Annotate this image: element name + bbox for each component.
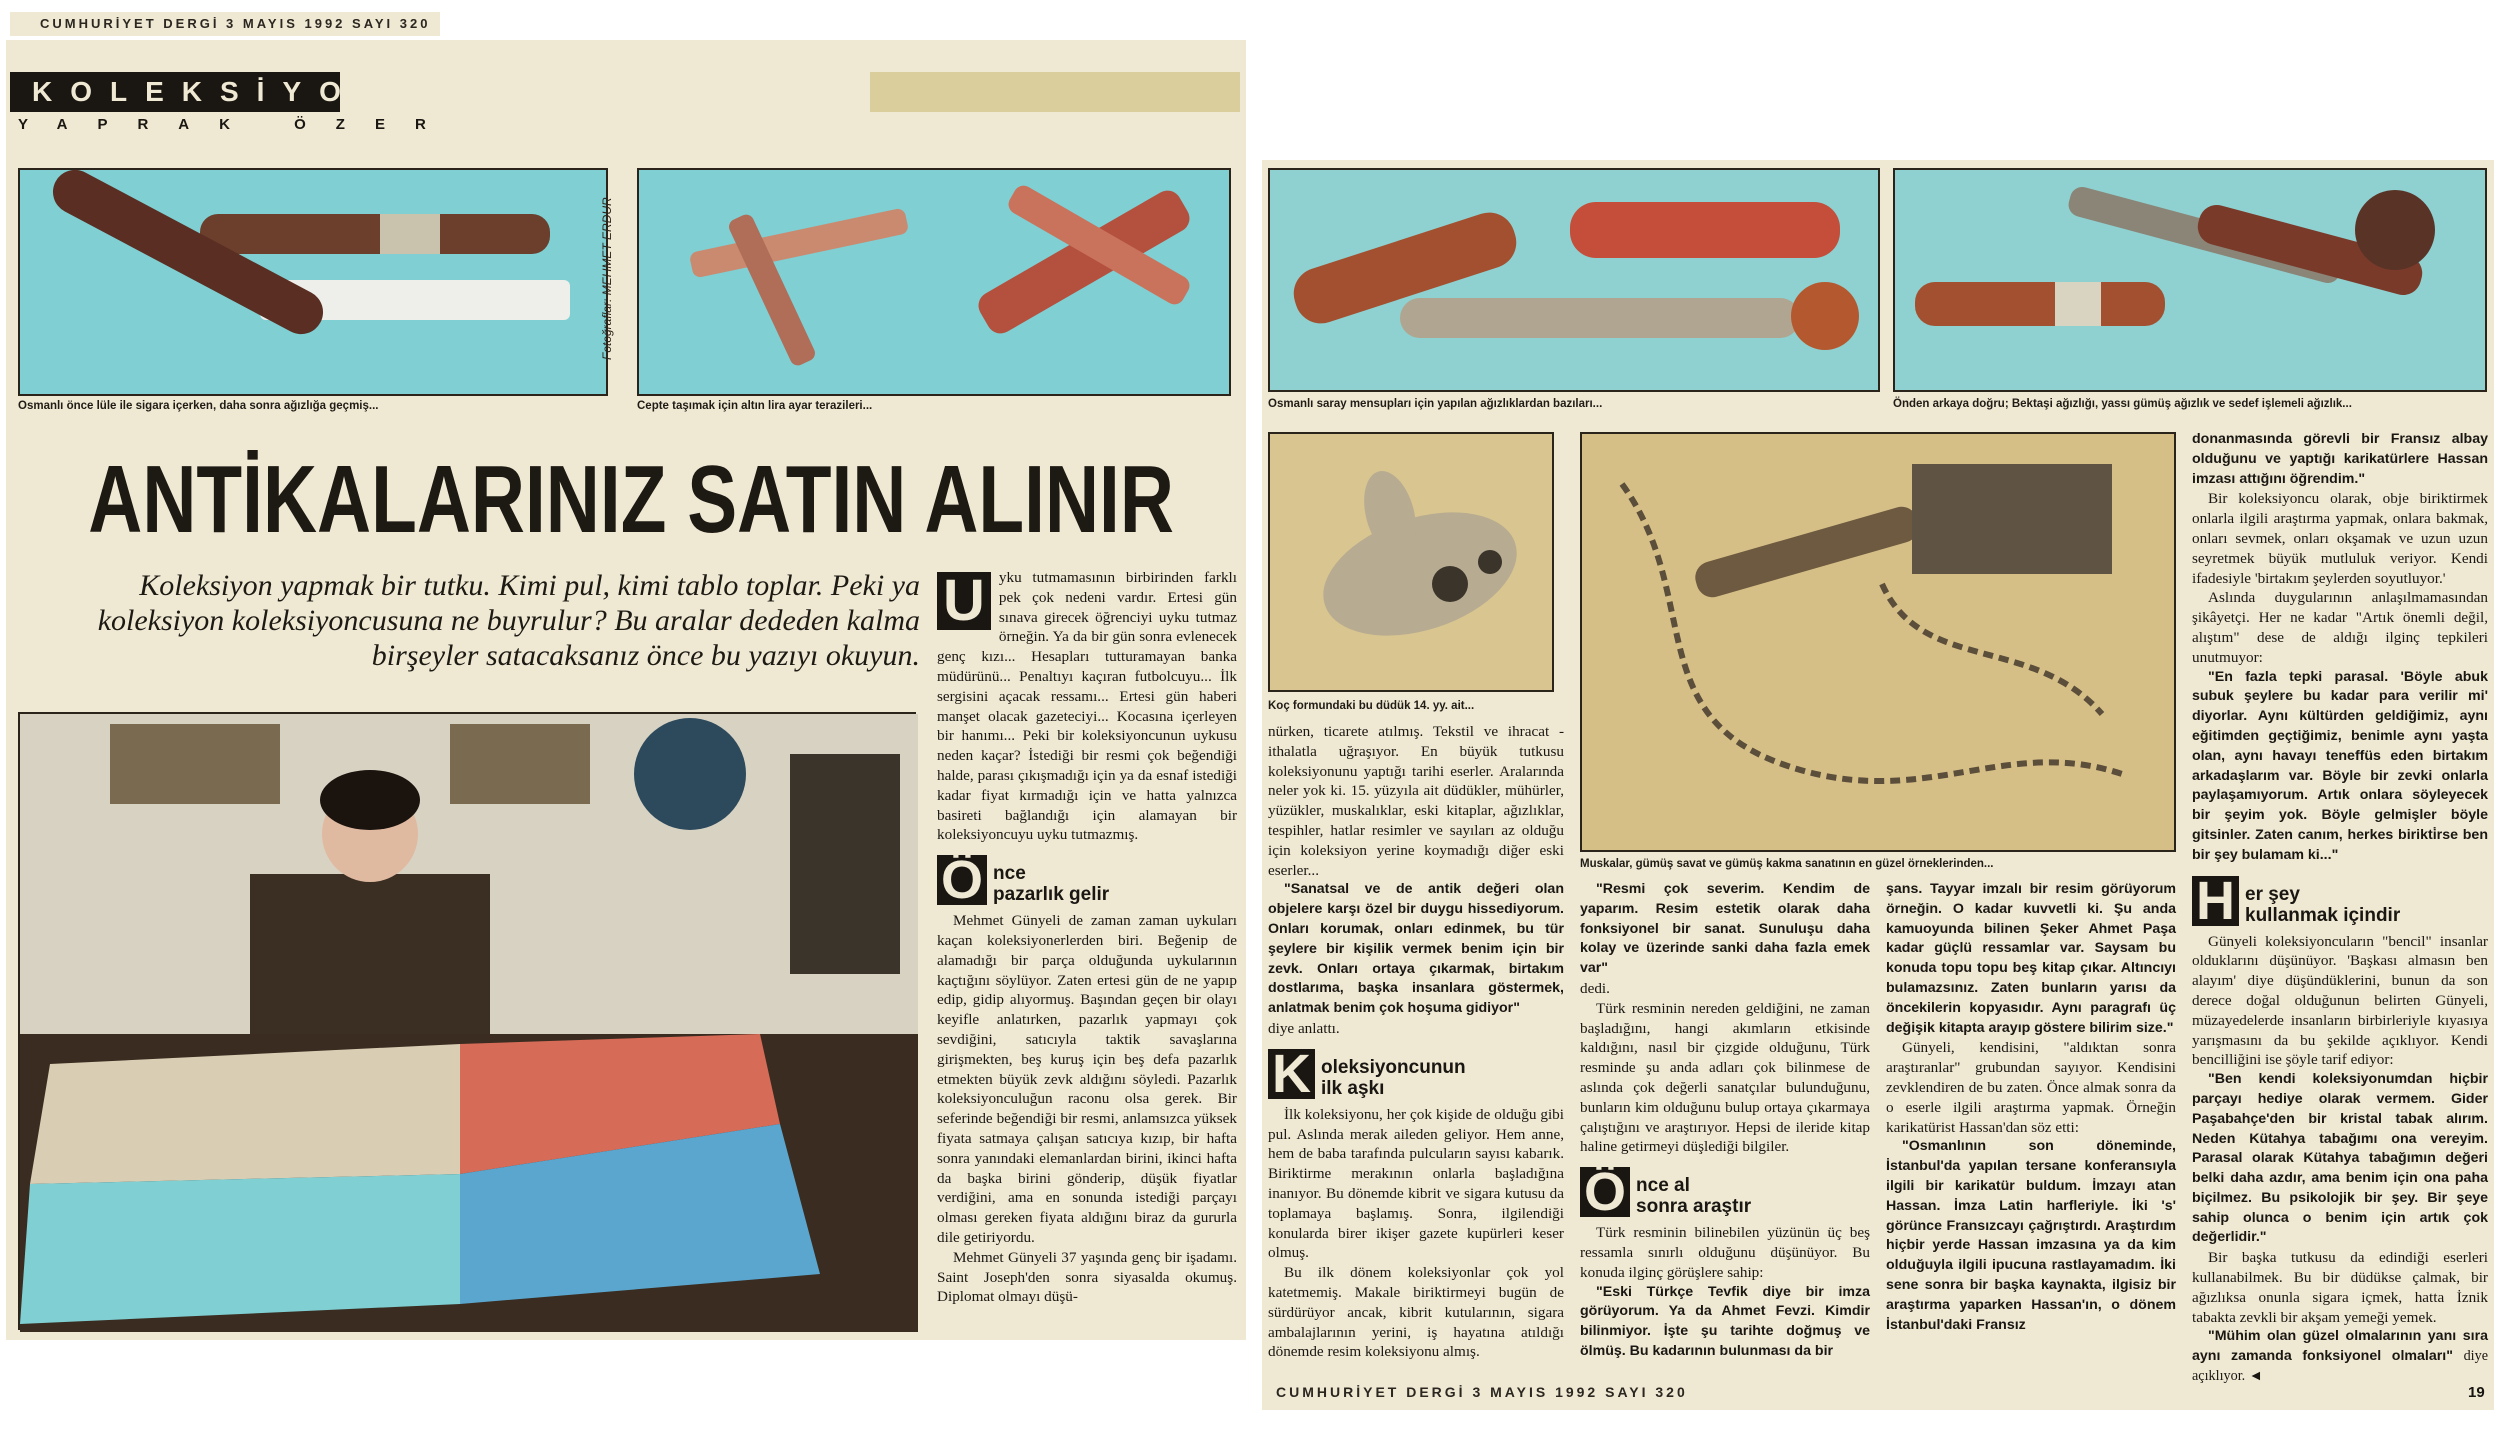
caption-whistle: Koç formundaki bu düdük 14. yy. ait... (1268, 700, 1475, 712)
colD-quote5: "En fazla tepki parasal. 'Böyle abuk subuk şeylere bu kadar para verilir mi' diyorlar. Aynı kültürden geldiğimiz, aynı eğitimden geçtiğimiz, benimle aynı yaşta olan, aynı havayı teneffüs eden birtakım arkadaşlarım var. Böyle bir zevki onlarla paylaşamıyorum. Artık onlara söyleyecek bir şeyim yok. Böyle gelmişler böyle gitsinler. Zaten canım, herkes birikti̇rse ben bir şey bulamam ki..." (2192, 668, 2488, 863)
colC-quote4: "Osmanlının son döneminde, İstanbul'da yapılan tersane konferansıyla ilgili bir karikatür buldum. İmzayı atan Hassan. İmza Latin harfleriyle. İki 's' görünce Fransızcayı çağrıştırdı. Araştırdım hiçbir yerde Hassan imzasına ya da kim olduğuyla ilgili ipucuna rastlayamadım. İki sene sonra bir başka kaynakta, ilgisiz bir araştırma yaparken Hassan'ın, o dönem İstanbul'daki Fransız (1886, 1138, 2176, 1333)
colA-quote1-tail: diye anlattı. (1268, 1019, 1340, 1037)
holders-illustration (1270, 170, 1882, 394)
subhead-koleksiyoncunun (1268, 1043, 1564, 1104)
subhead2-initial: K (1268, 1049, 1315, 1099)
colD-para1: Bir koleksiyoncu olarak, obje biriktirmek onlarla ilgili araştırma yapmak, onlara bakmak, onları sevmek, onları okşamak ve uzun uzun seyretmek büyük mutluluk veriyor. Kendi ifadesiyle 'birtakım şeylerden soyutluyor.' (2192, 490, 2488, 587)
bektasi-illustration (1895, 170, 2489, 394)
colB-quote2-tail: dedi. (1580, 979, 1610, 997)
whistle-illustration (1270, 434, 1556, 694)
colA-para3: Bu ilk dönem koleksiyonlar çok yol katetmemiş. Makale biriktirmeyi bugün de sürdürüyor ancak, kibrit kutularının, sigara ambalajlarının yerini, iş hayatına atıldığı dönemde resim koleksiyonu almış. (1268, 1264, 1564, 1361)
subhead2-line2: ilk aşkı (1321, 1077, 1385, 1099)
subhead2-line1: oleksiyoncunun (1321, 1056, 1466, 1078)
issue-footer: CUMHURİYET DERGİ 3 MAYIS 1992 SAYI 320 (1276, 1384, 1688, 1400)
subhead1-initial: Ö (937, 855, 987, 905)
colB-quote2: "Resmi çok severim. Kendim de yaparım. Resim estetik olarak daha fonksiyonel bir sanat. Sunuluşu daha kolay ve üzerinde sanki daha fazla emek var" (1580, 881, 1870, 977)
photo-amulets (1580, 432, 2176, 852)
subhead-once-al (1580, 1162, 1870, 1223)
issue-header: CUMHURİYET DERGİ 3 MAYIS 1992 SAYI 320 (40, 16, 431, 31)
subhead4-line2: kullanmak içindir (2245, 904, 2401, 926)
colD-quote4-cont: donanmasında görevli bir Fransız albay olduğunu ve yaptığı karikatürlere Hassan imzası attığını öğrendim." (2192, 431, 2488, 487)
colA-para2: İlk koleksiyonu, her çok kişide de olduğu gibi pul. Aslında merak aileden geliyor. Hem anne, hem de baba tarafında pulcuların sayısı kabarık. Biriktirme merakının onlarla başladığına inanıyor. Bu dönemde kibrit ve sigara kutusu da toplamaya başlamış. Sonra, ilgilendiği konularda birer ikişer gazete kupürleri keser olmuş. (1268, 1105, 1564, 1262)
colA-quote1: "Sanatsal ve de antik değeri olan objelere karşı özel bir duygu hissediyorum. Onları korumak, onları edinmek, bu tür şeylere bir kişilik vermek benim için bir zevk. Onları ortaya çıkarmak, birtakım dostlarıma, başka insanlara göstermek, anlatmak benim çok hoşuma gidiyor" (1268, 881, 1564, 1017)
photo-ram-whistle (1268, 432, 1554, 692)
photo-collector (18, 712, 916, 1330)
photo-credit: Fotoğraflar: MEHMET ERDUR (600, 197, 614, 360)
caption-bektasi: Önden arkaya doğru; Bektaşi ağızlığı, yassı gümüş ağızlık ve sedef işlemeli ağızlık... (1893, 398, 2352, 410)
left-column-text (937, 568, 1237, 1338)
colA-para1: nürken, ticarete atılmış. Tekstil ve ihracat - ithalatla uğraşıyor. En büyük tutkusu koleksiyonunu yaptığı tarihi eserler. Aralarında neler yok ki. 15. yüzyıla ait düdükler, mühürler, yüzükler, muskalıklar, eski kitaplar, ağızlıklar, tespihler, hatlar resimler ve sayıları az olduğu için koleksiyon yerine koymadığı diğer eski eserler... (1268, 723, 1564, 879)
amulets-illustration (1582, 434, 2178, 854)
right-column-c (1886, 880, 2176, 1370)
photo-cigarette-holders (1268, 168, 1880, 392)
scales-illustration (639, 170, 1233, 398)
dropcap-u: U (937, 572, 991, 630)
right-column-a (1268, 722, 1564, 1370)
lede: Koleksiyon yapmak bir tutku. Kimi pul, kimi tablo toplar. Peki ya koleksiyon koleksiyoncusuna ne buyrulur? Bu aralar dededen kalma birşeyler satacaksanız önce bu yazıyı okuyun. (97, 569, 920, 672)
subhead-her-sey (2192, 870, 2488, 931)
right-column-d (2192, 430, 2488, 1385)
subhead4-initial: H (2192, 876, 2239, 926)
subhead3-line2: sonra araştır (1636, 1196, 1752, 1218)
right-column-b (1580, 880, 1870, 1370)
pipes-illustration (20, 170, 610, 398)
col1-para1: yku tutmamasının birbirinden farklı pek çok nedeni vardır. Ertesi gün sınava girecek öğrenciyi uyku tutmaz örneğin. Ya da bir gün sonra evlenecek genç kızı... Hesapları tutturamayan banka müdürünü... Penaltıyı kaçıran futbolcuyu... İlk sergisini açacak ressamı... Ertesi gün haberi manşet olacak gazeteciyi... Kocasına içerleyen bir hanımı... Peki bir koleksiyoncunun uykusu neden kaçar? İstediği bir resmi çok beğendiği halde, parası çıkışmadığı için ya da esnaf istediği kadar fiyat kırmadığı için ve hatta yalnızca basireti bağlandığı için alamayan bir koleksiyoncuyu uyku tutmazmış. (937, 569, 1237, 844)
colD-quote7 (2192, 1327, 2488, 1386)
colD-quote7-text: "Mühim olan güzel olmalarının yanı sıra aynı zamanda fonksiyonel olmaları" (2192, 1328, 2488, 1365)
colD-para2: Aslında duygularının anlaşılmamasından şikâyetçi. Her ne kadar "Artık önemli değil, alıştım" dese de aldığı ilginç tepkileri unutmuyor: (2192, 589, 2488, 666)
header-strip (870, 72, 1240, 112)
colB-para1: Türk resminin nereden geldiğini, ne zaman başladığını, hangi akımların etkisinde kaldığını, nasıl bir çizgide olduğunu, Türk resminde şu anda adları çok bilinmese de aslında çok değerli sanatçılar bulunduğunu, bunların kim olduğunu bulup ortaya çıkarmaya çalıştığını ve araştırıyor. Hepsi de ileride kitap haline getirmeyi düşlediği bilgiler. (1580, 999, 1870, 1156)
caption-pipes: Osmanlı önce lüle ile sigara içerken, daha sonra ağızlığa geçmiş... (18, 400, 379, 412)
colD-quote7-tail: diye açıklıyor. ◄ (2192, 1348, 2488, 1385)
author-name: YAPRAK ÖZER (18, 116, 456, 133)
colD-para3: Günyeli koleksiyoncuların "bencil" insanlar olduklarını düşünüyor. 'Başkası almasın ben alayım' diye düşündüklerini, bunun da son derece doğal olduğunun belirten Günyeli, müzayedelerde insanların birbirleriyle kıyasıya yarışmasını da bu şekilde açıklıyor. Kendi bencilliğini ise şöyle tarif ediyor: (2192, 932, 2488, 1069)
section-label: KOLEKSİYON (10, 72, 340, 112)
colB-quote3: "Eski Türkçe Tevfik diye bir imza görüyorum. Ya da Ahmet Fevzi. Kimdir bilinmiyor. İşte şu tarihte doğmuş ve ölmüş. Bu kadarının bulunması da bir (1580, 1283, 1870, 1359)
col1-para3: Mehmet Günyeli 37 yaşında genç bir işadamı. Saint Joseph'den sonra siyasalda okumuş. Diplomat olmayı düşü- (937, 1248, 1237, 1306)
subhead4-line1: er şey (2245, 883, 2300, 905)
colD-quote6: "Ben kendi koleksiyonumdan hiçbir parçayı hediye olarak vermem. Gider Paşabahçe'den bir kristal tabak alırım. Neden Kütahya tabağımı ona vereyim. Parasal olarak Kütahya tabağımın değeri belki daha azdır, ama benim için ona paha biçilmez. Bu psikolojik bir şey. Bir şeye sahip olunca o benim için artık çok değerlidir." (2192, 1071, 2488, 1246)
page-number: 19 (2468, 1384, 2485, 1401)
colC-para1: Günyeli, kendisini, "aldıktan sonra araştıranlar" grubundan sayıyor. Kendisini zevklendiren de bu zaten. Önce almak sonra da o eserle ilgili araştırma yapmak. Örneğin karikatürist Hassan'dan söz etti: (1886, 1039, 2176, 1136)
headline: ANTİKALARINIZ SATIN ALINIR (88, 446, 1174, 553)
photo-pipes (18, 168, 608, 396)
caption-holders: Osmanlı saray mensupları için yapılan ağızlıklardan bazıları... (1268, 398, 1603, 410)
photo-scales (637, 168, 1231, 396)
subhead3-initial: Ö (1580, 1167, 1630, 1217)
caption-amulets: Muskalar, gümüş savat ve gümüş kakma sanatının en güzel örneklerinden... (1580, 858, 1994, 870)
subhead1-line1: nce (993, 863, 1026, 885)
col1-para2: Mehmet Günyeli de zaman zaman uykuları kaçan koleksiyonerlerden biri. Beğenip de alamadığı bir parça olduğunda uykularının kaçtığını söylüyor. Zaten ertesi gün de ne yapıp edip, gidip alıyormuş. Başından geçen bir olayı keyifle anlatırken, pazarlık yapmayı çok sevdiğini, satıcıyla taktik savaşlarına girişmekten, beş kuruş için beş defa pazarlık etmekten büyük zevk aldığını söyledi. Pazarlık koleksiyonculuğun raconu olsa gerek. Bir seferinde beğendiği bir resmi, anlamsızca yüksek fiyata satmaya çalışan satıcıya kızıp, bir hafta sonra yanındaki elemanlardan birini, ikinci hafta da başka birini gönderip, düşük fiyatlar verdiğini, ama en sonunda istediği parçayı olması gereken fiyata aldığını biraz da gururla dile getiriyordu. (937, 912, 1237, 1246)
subhead-once-pazarlik (937, 850, 1237, 911)
colB-para2: Türk resminin bilinebilen yüzünün üç beş ressamla sınırlı olduğunu düşünüyor. Bu konuda ilginç görüşlere sahip: (1580, 1224, 1870, 1281)
photo-bektasi-holders (1893, 168, 2487, 392)
caption-scales: Cepte taşımak için altın lira ayar terazileri... (637, 400, 873, 412)
colC-quote3-cont: şans. Tayyar imzalı bir resim görüyorum örneğin. O kadar kuvvetli ki. Şu anda kamuoyunda bilinen Şeker Ahmet Paşa kadar güçlü ressamlar var. Saysam bu konuda topu topu beş kitap çıkar. Altıncıyı bulamazsınız. Zaten bunların yarısı da öncekilerin kopyasıdır. Aynı paragrafı üç değişik kitapta arayıp göstere bilirim size." (1886, 881, 2176, 1036)
colD-para4: Bir başka tutkusu da edindiği eserleri kullanabilmek. Bu bir düdükse çalmak, bir ağızlıksa onunla sigara içmek, hatta İznik tabakta zevkli bir akşam yemeği yemek. (2192, 1249, 2488, 1326)
subhead3-line1: nce al (1636, 1175, 1690, 1197)
subhead1-line2: pazarlık gelir (993, 884, 1110, 906)
collector-illustration (20, 714, 918, 1332)
